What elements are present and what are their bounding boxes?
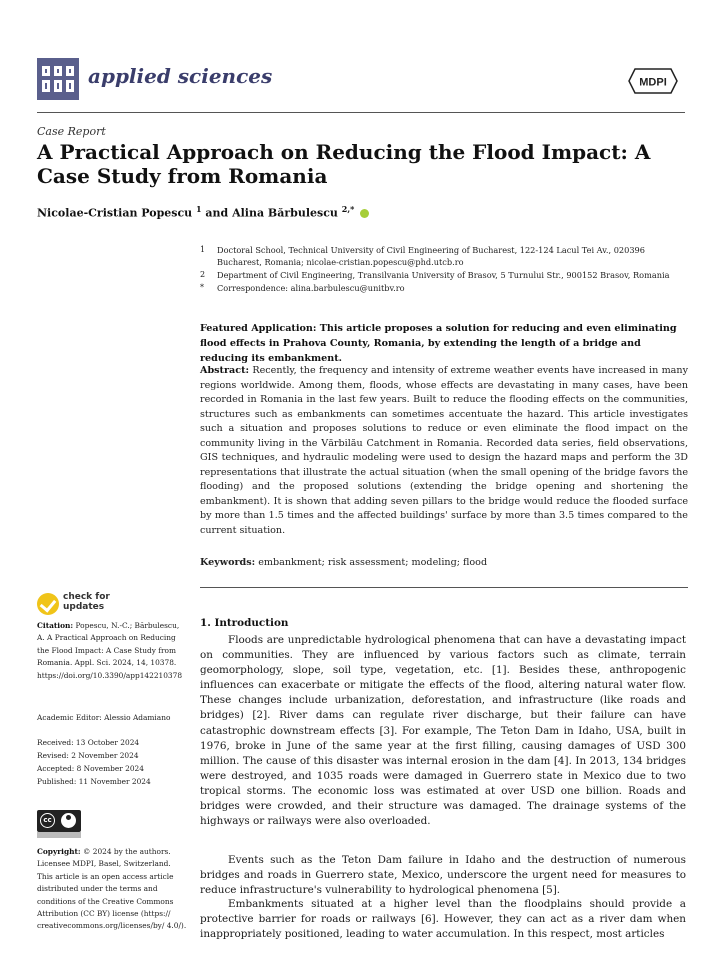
- featured-application: Featured Application: This article proposes a solution for reducing and even eliminating flood effects in Prahova County, Romania, by extending the length of a bridge and reducing its embankment.: [200, 323, 677, 364]
- affiliation-mark: 1: [200, 245, 206, 254]
- revised-date: Revised: 2 November 2024: [37, 751, 139, 760]
- received-date: Received: 13 October 2024: [37, 738, 140, 747]
- article-title: A Practical Approach on Reducing the Flood Impact: A Case Study from Romania: [37, 140, 651, 188]
- journal-name[interactable]: applied sciences: [88, 64, 273, 88]
- author-list: [37, 204, 369, 220]
- check-for-updates-button[interactable]: [37, 591, 157, 619]
- affiliation-text: Department of Civil Engineering, Transilvania University of Brasov, 5 Turnului Str., 900152 Brasov, Romania: [217, 270, 670, 280]
- copyright-label: Copyright:: [37, 847, 81, 856]
- copyright-text: © 2024 by the authors. Licensee MDPI, Basel, Switzerland. This article is an open access article distributed under the terms and conditions of the Creative Commons Attribution (CC BY) license (https:// creativecommons.org/licenses/by/ 4.0/).: [37, 847, 187, 931]
- abstract-text: Recently, the frequency and intensity of extreme weather events have increased in many regions worldwide. Among them, floods, whose effects are devastating in many cases, have been recorded in Romania in the last few years. Built to reduce the flooding effects on the communities, structures such as embankments can sometimes accentuate the hazard. This article investigates such a situation and proposes solutions to reduce or even eliminate the flood impact on the community living in the Vărbilău Catchment in Romania. Recorded data series, field observations, GIS techniques, and hydraulic modeling were used to design the hazard maps and perform the 3D representations that illustrate the actual situation (when the small opening of the bridge favors the flooding) and the proposed solutions (extending the bridge opening and shortening the embankment). It is shown that adding seven pillars to the bridge would reduce the flooded surface by more than 1.5 times and the affected buildings' surface by more than 3.5 times compared to the current situation.: [200, 365, 688, 536]
- article-type: Case Report: [37, 125, 106, 138]
- accepted-date: Accepted: 8 November 2024: [37, 764, 144, 773]
- author-name[interactable]: Nicolae-Cristian Popescu: [37, 206, 193, 220]
- academic-editor: Academic Editor: Alessio Adamiano: [37, 713, 171, 722]
- header-divider: [37, 112, 685, 113]
- check-icon: [37, 593, 59, 615]
- keywords: [200, 557, 487, 568]
- citation-text[interactable]: Popescu, N.-C.; Bărbulescu, A. A Practical Approach on Reducing the Flood Impact: A Case Study from Romania. Appl. Sci. 2024, 14, 10378. https://doi.org/10.3390/app142210378: [37, 621, 183, 680]
- abstract-label: Abstract:: [200, 365, 250, 376]
- correspondence-text: Correspondence: alina.barbulescu@unitbv.ro: [217, 283, 405, 293]
- body-paragraph: Events such as the Teton Dam failure in Idaho and the destruction of numerous bridges and roads in Guerrero state, Mexico, underscore the urgent need for measures to reduce infrastructure's vulnerability to hydrological phenomena [5].: [200, 854, 686, 897]
- abstract: [200, 364, 688, 538]
- copyright-block: [37, 846, 187, 933]
- check-label-line2: updates: [63, 602, 105, 612]
- body-paragraph: Floods are unpredictable hydrological phenomena that can have a devastating impact on communities. They are influenced by various factors such as climate, terrain geomorphology, slope, soil type, vegetation, etc. [1]. Besides these, anthropogenic influences can exacerbate or mitigate the effects of the flood, altering natural water flow. These changes include urbanization, deforestation, and infrastructure (like roads and bridges) [2]. River dams can regulate river discharge, but their failure can have catastrophic downstream effects [3]. For example, The Teton Dam in Idaho, USA, built in 1976, broke in June of the same year at the first filling, causing damages of USD 300 million. The cause of this disaster was internal erosion in the dam [4]. In 2013, 134 bridges were destroyed, and 1035 roads were damaged in Guerrero state in Mexico due to two tropical storms. The economic loss was estimated at over USD one billion. Roads and bridges were crowded, and their structure was damaged. The drainage systems of the highways or railways were also overloaded.: [200, 634, 686, 828]
- affiliation-mark: 2: [200, 270, 206, 279]
- keywords-label: Keywords:: [200, 557, 256, 568]
- published-date: Published: 11 November 2024: [37, 777, 151, 786]
- check-for-updates-label: [63, 592, 110, 612]
- author-conjunction: and: [201, 206, 233, 220]
- orcid-icon[interactable]: [360, 209, 369, 218]
- keywords-text: embankment; risk assessment; modeling; flood: [255, 557, 488, 568]
- author-affiliation-mark: 1: [196, 204, 202, 214]
- journal-logo-icon: [37, 58, 79, 100]
- affiliation-mark: *: [200, 283, 204, 292]
- cc-icon: cc: [40, 813, 55, 828]
- author-affiliation-mark: 2,*: [341, 204, 355, 214]
- publisher-logo[interactable]: [628, 68, 678, 94]
- attribution-icon: [61, 813, 76, 828]
- section-heading: 1. Introduction: [200, 617, 289, 629]
- affiliation-text: Doctoral School, Technical University of Civil Engineering of Bucharest, 122-124 Lacul Tei Av., 020396 Bucharest, Romania; nicolae-cristian.popescu@phd.utcb.ro: [217, 245, 645, 267]
- cc-by-license-badge[interactable]: [37, 810, 81, 832]
- author-name[interactable]: Alina Bărbulescu: [232, 206, 338, 220]
- body-paragraph: Embankments situated at a higher level than the floodplains should provide a protective barrier for roads or railways [6]. However, they can act as a river dam when inappropriately positioned, leading to water accumulation. In this respect, most articles: [200, 898, 686, 941]
- citation-block: [37, 620, 187, 682]
- check-label-line1: check for: [63, 592, 110, 602]
- abstract-divider: [200, 587, 688, 588]
- citation-label: Citation:: [37, 621, 74, 630]
- license-badge-strip: [37, 832, 81, 838]
- affiliations: [0, 244, 720, 304]
- publisher-name: MDPI: [639, 76, 667, 89]
- journal-logo: [37, 58, 79, 100]
